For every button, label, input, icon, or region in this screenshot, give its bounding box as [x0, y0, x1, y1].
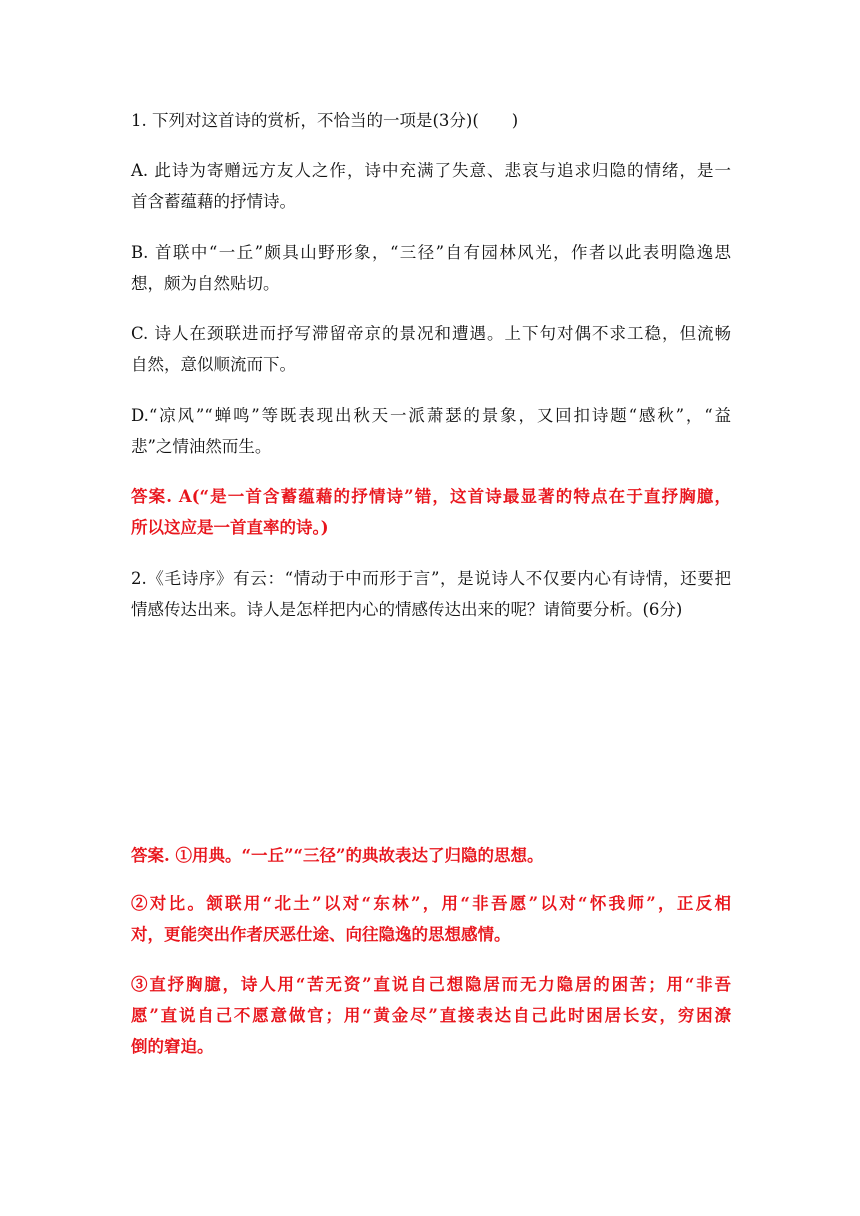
question1-answer-line1: 答案. A(“是一首含蓄蕴藉的抒情诗”错，这首诗最显著的特点在于直抒胸臆，: [131, 487, 731, 506]
question2-answer-point3-line1: ③直抒胸臆，诗人用“苦无资”直说自己想隐居而无力隐居的困苦；用“非吾: [131, 975, 731, 994]
question2-stem-line1: 2.《毛诗序》有云：“情动于中而形于言”，是说诗人不仅要内心有诗情，还要把: [131, 569, 731, 588]
option-d-line1: D.“凉风”“蝉鸣”等既表现出秋天一派萧瑟的景象，又回扣诗题“感秋”，“益: [131, 406, 731, 425]
question2-answer-point1: 答案. ①用典。“一丘”“三径”的典故表达了归隐的思想。: [131, 846, 544, 865]
option-c-line1: C. 诗人在颈联进而抒写滞留帝京的景况和遭遇。上下句对偶不求工稳，但流畅: [131, 324, 731, 343]
option-b-line1: B. 首联中“一丘”颇具山野形象，“三径”自有园林风光，作者以此表明隐逸思: [131, 243, 731, 262]
question2-answer-point2-line2: 对，更能突出作者厌恶仕途、向往隐逸的思想感情。: [131, 925, 511, 944]
option-a-line1: A. 此诗为寄赠远方友人之作，诗中充满了失意、悲哀与追求归隐的情绪，是一: [131, 161, 731, 180]
question2-answer-point3-line3: 倒的窘迫。: [131, 1037, 214, 1056]
option-d-line2: 悲”之情油然而生。: [131, 437, 272, 456]
question1-stem: 1. 下列对这首诗的赏析，不恰当的一项是(3分)( ): [131, 111, 519, 130]
option-b-line2: 想，颇为自然贴切。: [131, 274, 280, 293]
option-a-line2: 首含蓄蕴藉的抒情诗。: [131, 192, 296, 211]
question2-answer-point2-line1: ②对比。颔联用“北土”以对“东林”，用“非吾愿”以对“怀我师”，正反相: [131, 894, 731, 913]
question1-answer-line2: 所以这应是一首直率的诗。): [131, 518, 329, 537]
question2-answer-point3-line2: 愿”直说自己不愿意做官；用“黄金尽”直接表达自己此时困居长安，穷困潦: [131, 1006, 731, 1025]
question2-stem-line2: 情感传达出来。诗人是怎样把内心的情感传达出来的呢？请简要分析。(6分): [131, 600, 683, 619]
option-c-line2: 自然，意似顺流而下。: [131, 355, 296, 374]
